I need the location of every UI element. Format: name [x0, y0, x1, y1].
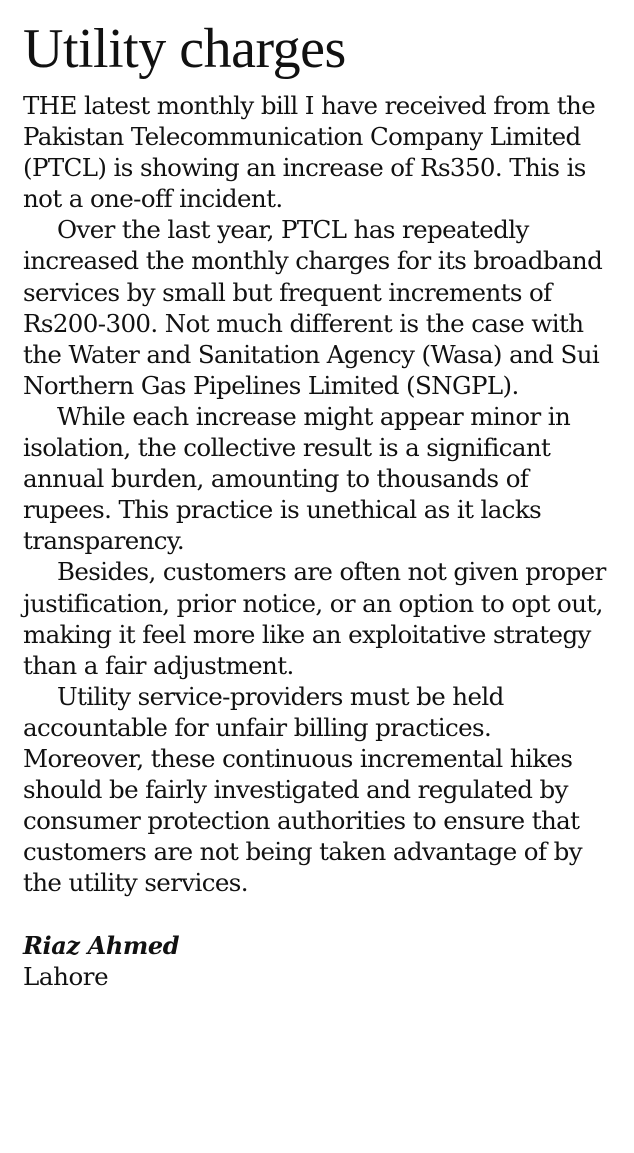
- paragraph-2: Over the last year, PTCL has repeatedly increased the monthly charges for its broadband services by small but frequent increments of Rs200-300. Not much different is the case with the Water and Sanitation Agency (Wasa) and Sui Northern Gas Pipelines Limited (SNGPL).: [23, 215, 603, 400]
- paragraph-5: Utility service-providers must be held accountable for unfair billing practices. Moreover, these continuous incremental hikes should be fairly investigated and regulated by consumer protection authorities to ensure that customers are not being taken advantage of by the utility services.: [23, 681, 582, 898]
- headline: Utility charges: [23, 18, 346, 80]
- letter-to-editor: [23, 14, 615, 992]
- paragraph-3: While each increase might appear minor in isolation, the collective result is a significant annual burden, amounting to thousands of rupees. This practice is unethical as it lacks transparency.: [23, 401, 571, 556]
- author-name: Riaz Ahmed: [23, 931, 180, 961]
- author-city: Lahore: [23, 962, 109, 992]
- paragraph-4: Besides, customers are often not given proper justification, prior notice, or an option to opt out, making it feel more like an exploitative strategy than a fair adjustment.: [23, 557, 606, 680]
- signature: [23, 930, 615, 992]
- paragraph-1: THE latest monthly bill I have received from the Pakistan Telecommunication Company Limited (PTCL) is showing an increase of Rs350. This is not a one-off incident.: [23, 91, 596, 214]
